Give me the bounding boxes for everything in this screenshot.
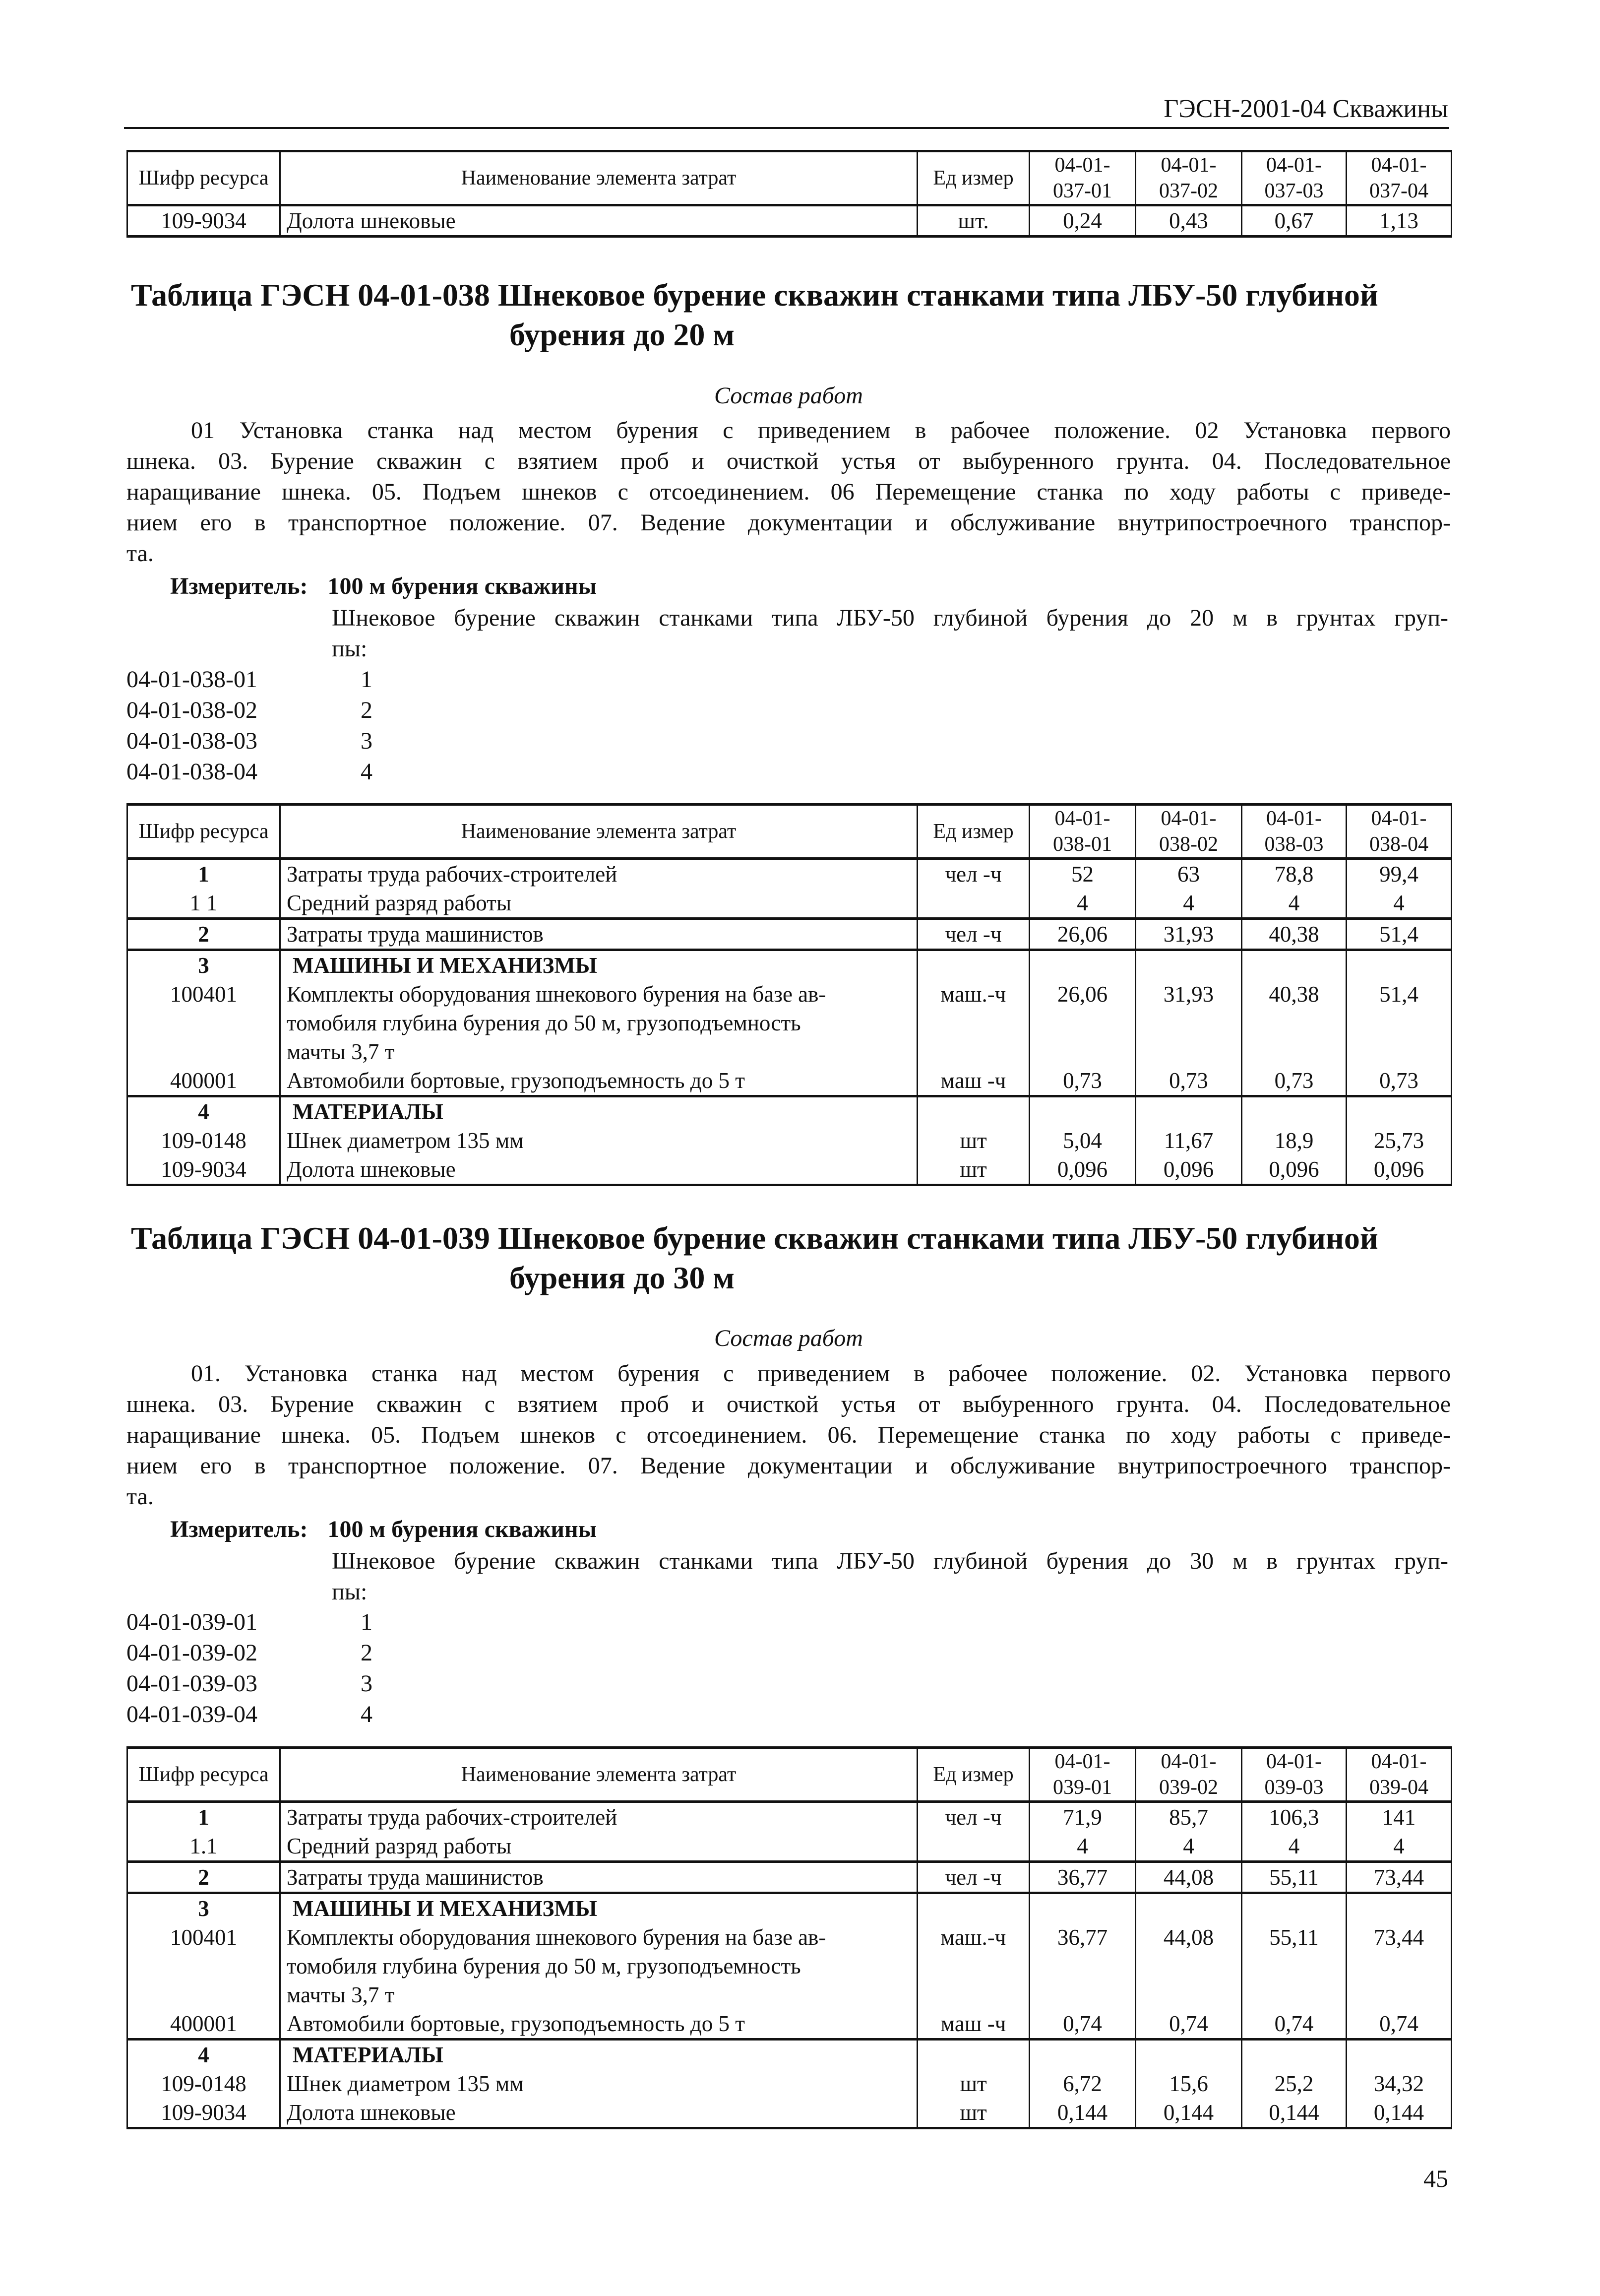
text-line: нием его в транспортное положение. 07. Ведение документации и обслуживание внутрипостроечного транспор- [126,510,1451,536]
norm-value: 71,9 [1030,1802,1136,1832]
cost-item-name-line: Затраты труда рабочих-строителей [287,862,617,887]
norm-value: 4 [1347,889,1452,919]
norm-value [1030,2040,1136,2070]
resource-code: 4 [127,1096,280,1127]
text-line: 01. Установка станка над местом бурения с приведением в рабочее положение. 02. Установка первого [191,1360,1451,1387]
section-title-039-line2: бурения до 30 м [509,1260,735,1295]
cost-item-name-line: мачты 3,7 т [287,1982,395,2007]
norm-code-row [126,1607,372,1638]
unit: чел -ч [918,1802,1030,1832]
norm-value: 0,144 [1242,2098,1347,2128]
norm-value: 0,096 [1242,1155,1347,1185]
text-line: наращивание шнека. 05. Подъем шнеков с отсоединением. 06. Перемещение станка по ходу работы с приведе- [126,1422,1451,1448]
cost-item-name-line: Шнек диаметром 135 мм [287,2071,524,2096]
norm-value: 0,144 [1136,2098,1242,2128]
norm-value: 52 [1030,859,1136,889]
header-unit: Ед измер [918,1748,1030,1802]
norm-value: 4 [1347,1832,1452,1862]
norm-value: 0,43 [1136,205,1242,237]
table-row [127,205,1452,237]
text-line: Шнековое бурение скважин станками типа ЛБУ-50 глубиной бурения до 30 м в грунтах груп- [332,1548,1448,1574]
norm-value: 31,93 [1136,980,1242,1066]
norm-value: 40,38 [1242,919,1347,950]
norm-value: 141 [1347,1802,1452,1832]
measure-line [170,571,597,602]
norm-value [1242,2040,1347,2070]
table-row [127,919,1452,950]
resource-code: 109-0148 [127,1126,280,1155]
resource-code: 109-9034 [127,1155,280,1185]
header-norm-code: 04-01- 037-04 [1347,151,1452,205]
norm-code: 04-01-039-02 [126,1640,257,1666]
unit: шт [918,1126,1030,1155]
table-row [127,1862,1452,1893]
resource-code: 3 [127,950,280,980]
norm-value [1347,1096,1452,1127]
norm-value: 0,73 [1347,1066,1452,1096]
header-norm-code: 04-01- 037-02 [1136,151,1242,205]
norm-value: 4 [1242,889,1347,919]
cost-item-name-line: МАТЕРИАЛЫ [293,1099,443,1124]
norm-value [1136,2040,1242,2070]
soil-group: 4 [361,759,372,785]
measure-label: Измеритель: [170,1516,308,1542]
norm-value: 99,4 [1347,859,1452,889]
text-line: та. [126,540,154,567]
norm-value: 25,73 [1347,1126,1452,1155]
norm-value: 0,144 [1347,2098,1452,2128]
text-line: Шнековое бурение скважин станками типа ЛБУ-50 глубиной бурения до 20 м в грунтах груп- [332,605,1448,631]
header-name: Наименование элемента затрат [280,1748,918,1802]
cost-item-name [280,2009,918,2040]
norm-value: 55,11 [1242,1862,1347,1893]
unit: чел -ч [918,859,1030,889]
norm-code-row [126,1668,372,1699]
text-line: 01 Установка станка над местом бурения с приведением в рабочее положение. 02 Установка первого [191,417,1451,444]
norm-value: 0,096 [1347,1155,1452,1185]
soil-group: 1 [361,666,372,693]
table-row [127,1802,1452,1832]
norm-value [1242,1096,1347,1127]
norm-value: 44,08 [1136,1923,1242,2009]
norm-code: 04-01-038-02 [126,697,257,723]
text-line: наращивание шнека. 05. Подъем шнеков с отсоединением. 06 Перемещение станка по ходу работы с приведе- [126,479,1451,505]
cost-item-name-line: Средний разряд работы [287,891,512,915]
resource-code: 1 1 [127,889,280,919]
norm-value: 106,3 [1242,1802,1347,1832]
section-title-039-line1: Таблица ГЭСН 04-01-039 Шнековое бурение скважин станками типа ЛБУ-50 глубиной [131,1220,1378,1256]
resource-code: 1.1 [127,1832,280,1862]
cost-item-name-line: Автомобили бортовые, грузоподъемность до 5 т [287,2011,745,2036]
norm-value [1136,950,1242,980]
norm-value: 73,44 [1347,1862,1452,1893]
header-norm-code: 04-01- 038-03 [1242,805,1347,859]
header-norm-code: 04-01- 039-02 [1136,1748,1242,1802]
table-row [127,889,1452,919]
resource-code: 100401 [127,1923,280,2009]
norm-value: 0,096 [1136,1155,1242,1185]
unit [918,1832,1030,1862]
cost-item-name-line: томобиля глубина бурения до 50 м, грузоподъемность [287,1954,801,1978]
soil-group: 3 [361,1670,372,1697]
resource-code: 4 [127,2040,280,2070]
unit: чел -ч [918,1862,1030,1893]
cost-item-name-line: Шнек диаметром 135 мм [287,1128,524,1153]
norm-value [1030,1096,1136,1127]
table-row [127,1893,1452,1923]
table-header-row [127,151,1452,205]
table-row [127,980,1452,1066]
norm-value: 26,06 [1030,980,1136,1066]
header-norm-code: 04-01- 039-04 [1347,1748,1452,1802]
table-row [127,950,1452,980]
page-number: 45 [1423,2165,1448,2192]
norm-value [1030,950,1136,980]
norm-value [1030,1893,1136,1923]
table-row [127,2009,1452,2040]
cost-item-name [280,980,918,1066]
work-composition-text [126,415,1451,569]
norm-value: 0,74 [1136,2009,1242,2040]
resource-code: 2 [127,1862,280,1893]
measure-line [170,1514,597,1545]
cost-item-name-line: Средний разряд работы [287,1834,512,1858]
table-039 [126,1746,1452,2129]
norm-value: 78,8 [1242,859,1347,889]
unit: шт [918,2069,1030,2098]
unit: чел -ч [918,919,1030,950]
text-line: та. [126,1483,154,1510]
norm-value: 5,04 [1030,1126,1136,1155]
norm-value: 6,72 [1030,2069,1136,2098]
table-row [127,1096,1452,1127]
table-row [127,2098,1452,2128]
norm-code-row [126,1638,372,1668]
table-row [127,2040,1452,2070]
header-unit: Ед измер [918,151,1030,205]
norm-description [332,603,1448,664]
header-rule [124,127,1449,129]
resource-code: 109-9034 [127,2098,280,2128]
resource-code: 400001 [127,1066,280,1096]
norm-value: 0,73 [1136,1066,1242,1096]
soil-group: 4 [361,1701,372,1727]
norm-value: 25,2 [1242,2069,1347,2098]
norm-value: 4 [1242,1832,1347,1862]
norm-value: 4 [1136,1832,1242,1862]
norm-value: 36,77 [1030,1923,1136,2009]
norm-value: 0,096 [1030,1155,1136,1185]
resource-code: 100401 [127,980,280,1066]
header-norm-code: 04-01- 037-03 [1242,151,1347,205]
text-line: пы: [332,1579,368,1605]
resource-code: 109-0148 [127,2069,280,2098]
measure-value: 100 м бурения скважины [327,573,597,599]
cost-item-name [280,205,918,237]
norm-value: 51,4 [1347,980,1452,1066]
resource-code: 400001 [127,2009,280,2040]
text-line: шнека. 03. Бурение скважин с взятием проб и очисткой устья от выбуренного грунта. 04. Последовательное [126,448,1451,474]
norm-code-row [126,664,372,695]
norm-value: 0,144 [1030,2098,1136,2128]
norm-value: 44,08 [1136,1862,1242,1893]
header-norm-code: 04-01- 038-04 [1347,805,1452,859]
header-code: Шифр ресурса [127,1748,280,1802]
unit: маш -ч [918,1066,1030,1096]
header-unit: Ед измер [918,805,1030,859]
norm-description [332,1546,1448,1607]
norm-code: 04-01-039-03 [126,1670,257,1697]
resource-code: 2 [127,919,280,950]
norm-value [1347,2040,1452,2070]
norm-value [1242,950,1347,980]
norm-value [1347,1893,1452,1923]
norm-value: 4 [1030,1832,1136,1862]
cost-item-name-line: МАШИНЫ И МЕХАНИЗМЫ [293,1896,597,1921]
cost-item-name-line: Долота шнековые [287,1157,456,1182]
unit: маш.-ч [918,980,1030,1066]
cost-item-name [280,1066,918,1096]
table-header-row [127,805,1452,859]
norm-value: 15,6 [1136,2069,1242,2098]
measure-value: 100 м бурения скважины [327,1516,597,1542]
cost-item-name [280,1893,918,1923]
cost-item-name [280,1802,918,1832]
cost-item-name [280,1862,918,1893]
unit [918,1893,1030,1923]
text-line: пы: [332,636,368,662]
soil-group: 2 [361,1640,372,1666]
measure-label: Измеритель: [170,573,308,599]
cost-item-name-line: Комплекты оборудования шнекового бурения на базе ав- [287,982,826,1007]
unit [918,950,1030,980]
norm-code: 04-01-038-04 [126,759,257,785]
norm-value: 34,32 [1347,2069,1452,2098]
norm-value: 18,9 [1242,1126,1347,1155]
cost-item-name-line: Затраты труда рабочих-строителей [287,1805,617,1830]
cost-item-name [280,1832,918,1862]
unit: маш.-ч [918,1923,1030,2009]
unit: шт. [918,205,1030,237]
header-norm-code: 04-01- 038-02 [1136,805,1242,859]
table-row [127,1923,1452,2009]
norm-value: 0,74 [1242,2009,1347,2040]
norm-code-row [126,757,372,787]
cost-item-name [280,1923,918,2009]
cost-item-name-line: Затраты труда машинистов [287,922,544,947]
cost-item-name [280,859,918,889]
unit: шт [918,1155,1030,1185]
norm-value: 1,13 [1347,205,1452,237]
resource-code: 109-9034 [127,205,280,237]
table-row [127,2069,1452,2098]
norm-codes-list [126,664,372,787]
table-row [127,1066,1452,1096]
norm-code: 04-01-039-01 [126,1609,257,1635]
cost-item-name [280,1096,918,1127]
cost-item-name [280,1126,918,1155]
cost-item-name-line: Автомобили бортовые, грузоподъемность до 5 т [287,1068,745,1093]
norm-code-row [126,1699,372,1730]
norm-codes-list [126,1607,372,1730]
norm-value: 4 [1136,889,1242,919]
norm-value: 4 [1030,889,1136,919]
table-row [127,1832,1452,1862]
norm-value: 0,67 [1242,205,1347,237]
work-composition-label: Состав работ [714,1325,863,1351]
cost-item-name [280,2098,918,2128]
unit [918,889,1030,919]
header-code: Шифр ресурса [127,805,280,859]
cost-item-name [280,919,918,950]
norm-value: 0,24 [1030,205,1136,237]
resource-code: 1 [127,859,280,889]
soil-group: 2 [361,697,372,723]
cost-item-name [280,950,918,980]
running-header: ГЭСН-2001-04 Скважины [1164,95,1448,123]
norm-value: 63 [1136,859,1242,889]
cost-item-name [280,2069,918,2098]
cost-item-name-line: Долота шнековые [287,208,456,233]
cost-item-name-line: МАШИНЫ И МЕХАНИЗМЫ [293,953,597,978]
norm-value [1136,1096,1242,1127]
soil-group: 1 [361,1609,372,1635]
resource-code: 3 [127,1893,280,1923]
header-name: Наименование элемента затрат [280,805,918,859]
norm-code-row [126,695,372,726]
norm-value: 31,93 [1136,919,1242,950]
work-composition-text [126,1358,1451,1512]
table-row [127,1126,1452,1155]
norm-code: 04-01-038-01 [126,666,257,693]
cost-item-name-line: Затраты труда машинистов [287,1865,544,1890]
cost-item-name-line: томобиля глубина бурения до 50 м, грузоподъемность [287,1011,801,1035]
section-title-038-line2: бурения до 20 м [509,317,735,352]
table-037 [126,150,1452,238]
norm-value: 36,77 [1030,1862,1136,1893]
text-line: нием его в транспортное положение. 07. Ведение документации и обслуживание внутрипостроечного транспор- [126,1453,1451,1479]
unit [918,2040,1030,2070]
norm-code: 04-01-039-04 [126,1701,257,1727]
cost-item-name-line: Долота шнековые [287,2100,456,2125]
norm-value: 55,11 [1242,1923,1347,2009]
cost-item-name-line: мачты 3,7 т [287,1039,395,1064]
section-title-038-line1: Таблица ГЭСН 04-01-038 Шнековое бурение скважин станками типа ЛБУ-50 глубиной [131,277,1378,313]
norm-code: 04-01-038-03 [126,728,257,754]
header-name: Наименование элемента затрат [280,151,918,205]
unit: маш -ч [918,2009,1030,2040]
norm-value: 85,7 [1136,1802,1242,1832]
norm-value: 26,06 [1030,919,1136,950]
norm-value: 0,73 [1030,1066,1136,1096]
norm-value: 0,74 [1030,2009,1136,2040]
norm-code-row [126,726,372,757]
unit [918,1096,1030,1127]
resource-code: 1 [127,1802,280,1832]
table-038 [126,803,1452,1186]
norm-value: 51,4 [1347,919,1452,950]
soil-group: 3 [361,728,372,754]
cost-item-name [280,1155,918,1185]
header-norm-code: 04-01- 037-01 [1030,151,1136,205]
norm-value [1347,950,1452,980]
cost-item-name-line: МАТЕРИАЛЫ [293,2042,443,2067]
norm-value [1136,1893,1242,1923]
cost-item-name [280,889,918,919]
header-code: Шифр ресурса [127,151,280,205]
table-header-row [127,1748,1452,1802]
table-row [127,859,1452,889]
unit: шт [918,2098,1030,2128]
norm-value [1242,1893,1347,1923]
norm-value: 11,67 [1136,1126,1242,1155]
norm-value: 0,73 [1242,1066,1347,1096]
norm-value: 40,38 [1242,980,1347,1066]
norm-value: 73,44 [1347,1923,1452,2009]
norm-value: 0,74 [1347,2009,1452,2040]
text-line: шнека. 03. Бурение скважин с взятием проб и очисткой устья от выбуренного грунта. 04. Последовательное [126,1391,1451,1417]
header-norm-code: 04-01- 038-01 [1030,805,1136,859]
cost-item-name [280,2040,918,2070]
header-norm-code: 04-01- 039-01 [1030,1748,1136,1802]
cost-item-name-line: Комплекты оборудования шнекового бурения на базе ав- [287,1925,826,1950]
work-composition-label: Состав работ [714,383,863,409]
table-row [127,1155,1452,1185]
header-norm-code: 04-01- 039-03 [1242,1748,1347,1802]
